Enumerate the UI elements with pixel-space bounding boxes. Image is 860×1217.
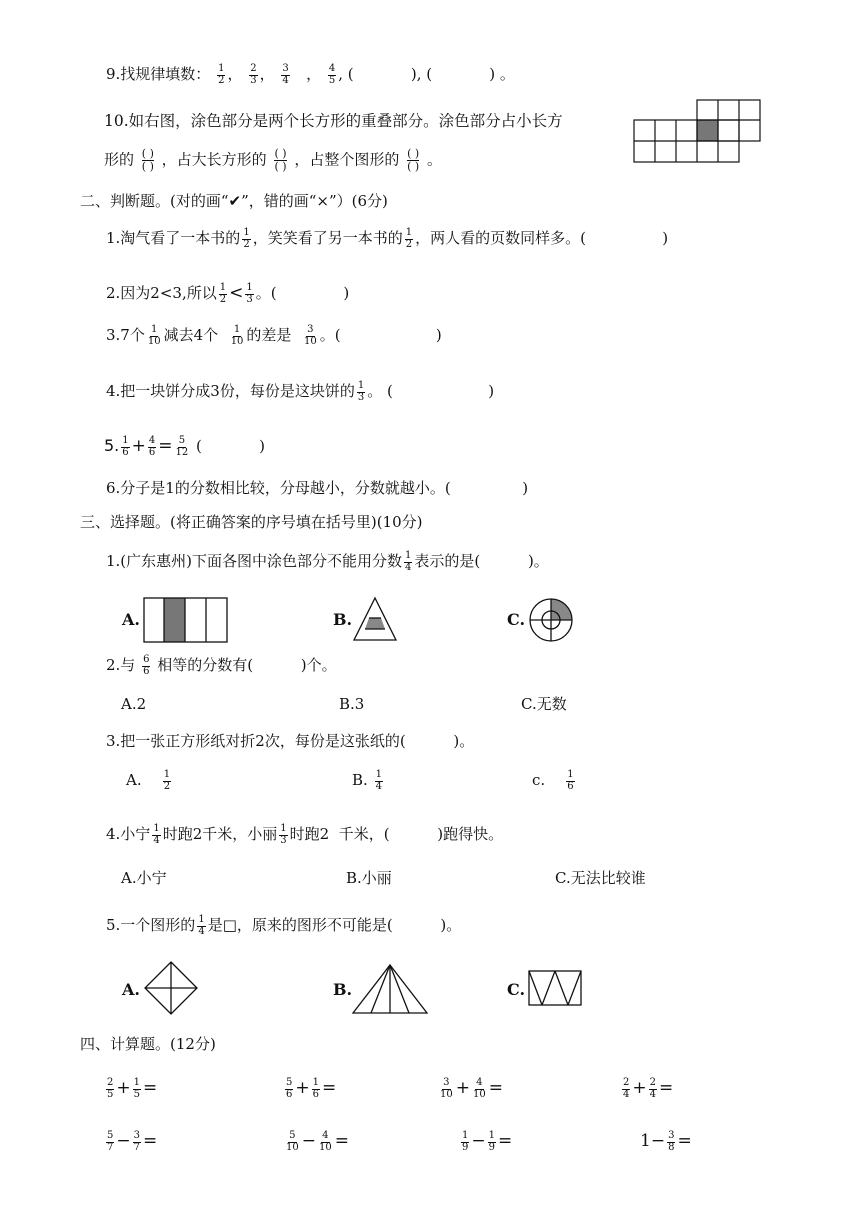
option-label-b: B. (333, 980, 353, 999)
question-10-line2: 形的 ( ) ( ) ，占大长方形的 ( ) ( ) ，占整个图形的 ( ) ( ) 。 (104, 147, 443, 174)
fraction: $\frac{1}{2}$ (163, 769, 171, 792)
fraction: $\frac{4}{5}$ (328, 63, 336, 86)
option-label-a: A. (122, 980, 140, 999)
choice-4-option-a[interactable]: A.小宁 (121, 869, 167, 887)
calc-1[interactable]: $\frac{2}{5}$ + $\frac{1}{5}$ = (107, 1077, 158, 1100)
fraction: $\frac{4}{6}$ (148, 435, 156, 458)
fraction: $\frac{1}{2}$ (219, 282, 227, 305)
fraction: $\frac{1}{2}$ (405, 227, 413, 250)
answer-fraction-blank[interactable]: ( ) ( ) (141, 147, 154, 174)
choice-3-option-a[interactable]: A. $\frac{1}{2}$ (126, 769, 171, 792)
fraction: $\frac{1}{4}$ (198, 914, 205, 937)
calc-5[interactable]: $\frac{5}{7}$ − $\frac{3}{7}$ = (107, 1130, 158, 1153)
option-b-triangle-figure (352, 596, 398, 642)
option-c-divided-rectangle-figure (528, 970, 582, 1006)
calc-3[interactable]: $\frac{3}{10}$ + $\frac{4}{10}$ = (440, 1077, 503, 1100)
calc-2[interactable]: $\frac{5}{6}$ + $\frac{1}{6}$ = (286, 1077, 337, 1100)
fraction: $\frac{1}{3}$ (280, 823, 287, 846)
choice-question-3: 3.把一张正方形纸对折2次，每份是这张纸的( )。 (106, 732, 475, 750)
option-a-rectangle-figure (143, 597, 229, 643)
choice-2-option-c[interactable]: C.无数 (521, 695, 567, 713)
fraction: $\frac{1}{4}$ (405, 550, 412, 573)
fraction: $\frac{1}{3}$ (357, 380, 365, 403)
question-9: 9.找规律填数： $\frac{1}{2}$ ， $\frac{2}{3}$ ， $\frac{3}{4}$ ， $\frac{4}{5}$ , ( ), ( ) 。 (106, 63, 515, 86)
judge-question-4: 4.把一块饼分成3份，每份是这块饼的 $\frac{1}{3}$ 。 ( ) (106, 380, 495, 403)
choice-question-2: 2.与 $\frac{6}{6}$ 相等的分数有( )个。 (106, 654, 337, 677)
section-3-title: 三、选择题。(将正确答案的序号填在括号里)(10分) (80, 513, 423, 531)
fraction: $\frac{5}{12}$ (175, 435, 189, 458)
judge-question-3: 3.7个 $\frac{1}{10}$ 减去4个 $\frac{1}{10}$ 的差是 $\frac{3}{10}$ 。( ) (106, 324, 442, 347)
overlapping-rectangles-figure (632, 99, 762, 165)
question-10-line1: 10.如右图，涂色部分是两个长方形的重叠部分。涂色部分占小长方 (104, 112, 563, 130)
fraction: $\frac{1}{6}$ (567, 769, 574, 792)
calc-7[interactable]: $\frac{1}{9}$ − $\frac{1}{9}$ = (462, 1130, 513, 1153)
calc-4[interactable]: $\frac{2}{4}$ + $\frac{2}{4}$ = (623, 1077, 674, 1100)
choice-2-option-a[interactable]: A.2 (121, 695, 147, 713)
section-4-title: 四、计算题。(12分) (80, 1035, 216, 1053)
judge-question-5: 5. $\frac{1}{6}$ + $\frac{4}{6}$ = $\frac{5}{12}$ ( ) (104, 435, 265, 458)
judge-question-2: 2.因为2<3,所以 $\frac{1}{2}$ < $\frac{1}{3}$ 。( ) (106, 282, 350, 305)
fraction: $\frac{2}{3}$ (250, 63, 257, 86)
calc-8[interactable]: 1− $\frac{3}{8}$ = (640, 1130, 692, 1153)
question-9-text: 9.找规律填数： (106, 65, 211, 83)
fraction: $\frac{1}{3}$ (246, 282, 253, 305)
fraction: $\frac{1}{10}$ (147, 324, 161, 347)
answer-fraction-blank[interactable]: ( ) ( ) (407, 147, 420, 174)
option-label-a: A. (122, 610, 140, 629)
choice-3-option-b[interactable]: B. $\frac{1}{4}$ (352, 769, 382, 792)
option-c-circle-figure (528, 597, 574, 643)
fraction: $\frac{1}{4}$ (375, 769, 382, 792)
calc-6[interactable]: $\frac{5}{10}$ − $\frac{4}{10}$ = (286, 1130, 349, 1153)
answer-blanks[interactable]: ( ), ( ) 。 (347, 65, 515, 83)
option-label-c: C. (507, 980, 526, 999)
choice-4-option-b[interactable]: B.小丽 (346, 869, 392, 887)
fraction: $\frac{1}{6}$ (122, 435, 129, 458)
option-b-divided-triangle-figure (351, 963, 429, 1015)
choice-question-1: 1.(广东惠州)下面各图中涂色部分不能用分数 $\frac{1}{4}$ 表示的是( )。 (106, 550, 549, 573)
fraction: $\frac{1}{10}$ (230, 324, 244, 347)
choice-4-option-c[interactable]: C.无法比较谁 (555, 869, 646, 887)
choice-question-4: 4.小宁 $\frac{1}{4}$ 时跑2千米，小丽 $\frac{1}{3}$ 时跑2 千米，( )跑得快。 (106, 823, 504, 846)
option-label-c: C. (507, 610, 526, 629)
choice-3-option-c[interactable]: c. $\frac{1}{6}$ (532, 769, 574, 792)
fraction: $\frac{6}{6}$ (143, 654, 150, 677)
judge-question-1: 1.淘气看了一本书的 $\frac{1}{2}$ ，笑笑看了另一本书的 $\frac{1}{2}$ ，两人看的页数同样多。( ) (106, 227, 669, 250)
fraction: $\frac{1}{4}$ (153, 823, 160, 846)
choice-question-5: 5.一个图形的 $\frac{1}{4}$ 是□，原来的图形不可能是( )。 (106, 914, 462, 937)
judge-question-6: 6.分子是1的分数相比较，分母越小，分数就越小。( ) (106, 479, 529, 497)
fraction: $\frac{3}{4}$ (282, 63, 289, 86)
answer-fraction-blank[interactable]: ( ) ( ) (274, 147, 287, 174)
choice-2-option-b[interactable]: B.3 (339, 695, 365, 713)
fraction: $\frac{3}{10}$ (303, 324, 317, 347)
fraction: $\frac{1}{2}$ (243, 227, 250, 250)
fraction: $\frac{1}{2}$ (218, 63, 225, 86)
option-a-diamond-figure (143, 960, 199, 1016)
section-2-title: 二、判断题。(对的画“✔”，错的画“×”）(6分) (80, 192, 388, 210)
option-label-b: B. (333, 610, 353, 629)
